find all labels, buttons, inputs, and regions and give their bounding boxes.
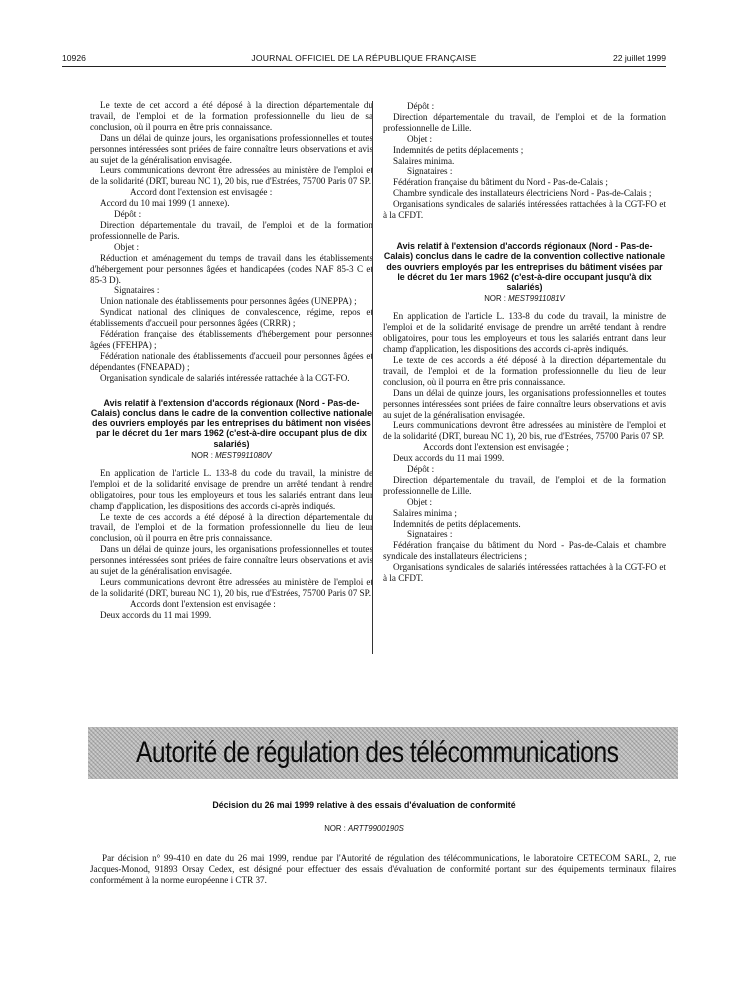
- list-item: Union nationale des établissements pour personnes âgées (UNEPPA) ;: [100, 296, 357, 307]
- section-banner: [88, 727, 678, 779]
- paragraph: Le texte de ces accords a été déposé à la direction départementale du travail, de l'emploi et de la formation professionnelle du lieu de leur conclusion, où il pourra en être pris connaissance.: [383, 354, 666, 387]
- nor-line: [90, 451, 373, 462]
- paragraph: Direction départementale du travail, de l'emploi et de la formation professionnelle de Paris.: [90, 219, 373, 241]
- paragraph: Dans un délai de quinze jours, les organisations professionnelles et toutes personnes intéressées sont priées de faire connaître leurs observations et avis au sujet de la généralisation envisagée.: [90, 132, 373, 165]
- list-item: Organisation syndicale de salariés intéressée rattachée à la CGT-FO.: [100, 372, 350, 383]
- paragraph: Le texte de ces accords a été déposé à la direction départementale du travail, de l'emploi et de la formation professionnelle du lieu de leur conclusion, où il pourra en être pris connaissance.: [90, 511, 373, 544]
- list-item: Indemnités de petits déplacements.: [393, 518, 521, 529]
- nor-line: [383, 294, 666, 305]
- paragraph: Le texte de cet accord a été déposé à la direction départementale du travail, de l'emploi et de la formation professionnelle du lieu de sa conclusion, où il pourra en être pris connaissance.: [90, 100, 373, 132]
- list-item: Syndicat national des cliniques de convalescence, régime, repos et établissements d'accueil pour personnes âgées (CRRR) ;: [90, 307, 373, 329]
- paragraph: Leurs communications devront être adressées au ministère de l'emploi et de la solidarité (DRT, bureau NC 1), 20 bis, rue d'Estrées, 75700 Paris 07 SP.: [383, 420, 666, 442]
- page-header: [62, 50, 666, 66]
- issue-date: 22 juillet 1999: [612, 53, 666, 63]
- right-column: [383, 101, 666, 584]
- left-column: [90, 100, 373, 621]
- avis-title: Avis relatif à l'extension d'accords régionaux (Nord - Pas-de-Calais) conclus dans le cadre de la convention collective nationale des ouvriers employés par les entreprises du bâtiment non visées par le décret du 1er mars 1962 (c'est-à-dire occupant plus de dix salariés): [90, 397, 373, 449]
- page-number: 10926: [62, 53, 86, 63]
- paragraph: Leurs communications devront être adressées au ministère de l'emploi et de la solidarité (DRT, bureau NC 1), 20 bis, rue d'Estrées, 75700 Paris 07 SP.: [90, 577, 373, 598]
- column-divider: [372, 101, 373, 654]
- section-label: Accords dont l'extension est envisagée :: [130, 598, 276, 609]
- section-label: Signataires :: [407, 166, 453, 177]
- section-label: Dépôt :: [114, 209, 142, 220]
- paragraph: En application de l'article L. 133-8 du code du travail, la ministre de l'emploi et de la solidarité envisage de prendre un arrêté tendant à rendre obligatoires, pour tous les employeurs et tous les salariés entrant dans leur champ d'application, les dispositions des accords ci-après indiqués.: [383, 311, 666, 355]
- header-rule: [62, 66, 666, 67]
- section-label: Accords dont l'extension est envisagée ;: [423, 442, 569, 453]
- list-item: Salaires minima ;: [393, 507, 457, 518]
- list-item: Salaires minima.: [393, 155, 455, 166]
- paragraph: En application de l'article L. 133-8 du code du travail, la ministre de l'emploi et de la solidarité envisage de prendre un arrêté tendant à rendre obligatoires, pour tous les employeurs et tous les salariés entrant dans leur champ d'application, les dispositions des accords ci-après indiqués.: [90, 467, 373, 511]
- section-label: Objet :: [114, 241, 140, 252]
- paragraph: Leurs communications devront être adressées au ministère de l'emploi et de la solidarité (DRT, bureau NC 1), 20 bis, rue d'Estrées, 75700 Paris 07 SP.: [90, 165, 373, 187]
- section-label: Dépôt :: [407, 464, 435, 475]
- list-item: Fédération française du bâtiment du Nord - Pas-de-Calais et chambre syndicale des installateurs électriciens ;: [383, 540, 666, 562]
- paragraph: Direction départementale du travail, de l'emploi et de la formation professionnelle de Lille.: [383, 111, 666, 133]
- nor-label: NOR :: [191, 451, 213, 461]
- section-banner-title: Autorité de régulation des télécommunications: [136, 736, 619, 769]
- list-item: Fédération française des établissements d'hébergement pour personnes âgées (FFEHPA) ;: [90, 329, 373, 350]
- list-item: Fédération française du bâtiment du Nord - Pas-de-Calais ;: [393, 177, 608, 188]
- nor-label: NOR :: [484, 294, 506, 304]
- paragraph: Deux accords du 11 mai 1999.: [100, 609, 212, 620]
- paragraph: Dans un délai de quinze jours, les organisations professionnelles et toutes personnes intéressées sont priées de faire connaître leurs observations et avis au sujet de la généralisation envisagée.: [383, 387, 666, 420]
- paragraph: Direction départementale du travail, de l'emploi et de la formation professionnelle de Lille.: [383, 474, 666, 496]
- decision-body: Par décision n° 99-410 en date du 26 mai 1999, rendue par l'Autorité de régulation des télécommunications, le laboratoire CETECOM SARL, 2, rue Jacques-Monod, 91893 Orsay Cedex, est désigné pour effectuer des essais d'évaluation de conformité portant sur des équipements terminaux filaires conformément à la norme européenne i CTR 37.: [90, 853, 676, 885]
- paragraph: Dans un délai de quinze jours, les organisations professionnelles et toutes personnes intéressées sont priées de faire connaître leurs observations et avis au sujet de la généralisation envisagée.: [90, 544, 373, 577]
- section-label: Objet :: [407, 133, 433, 144]
- section-label: Objet :: [407, 496, 433, 507]
- nor-line: [62, 824, 666, 833]
- list-item: Indemnités de petits déplacements ;: [393, 144, 524, 155]
- nor-label: NOR :: [324, 824, 346, 833]
- paragraph: Deux accords du 11 mai 1999.: [393, 453, 505, 464]
- section-label: Dépôt :: [407, 101, 435, 111]
- paragraph: Réduction et aménagement du temps de travail dans les établissements d'hébergement pour personnes âgées et handicapées (codes NAF 85-3 C et 85-3 D).: [90, 252, 373, 285]
- nor-code: ARTT9900190S: [348, 824, 404, 833]
- list-item: Organisations syndicales de salariés intéressées rattachées à la CGT-FO et à la CFDT.: [383, 199, 666, 221]
- nor-code: MEST9911080V: [215, 451, 272, 461]
- journal-title: JOURNAL OFFICIEL DE LA RÉPUBLIQUE FRANÇAISE: [251, 53, 477, 63]
- list-item: Fédération nationale des établissements d'accueil pour personnes âgées et dépendantes (FNEAPAD) ;: [90, 350, 373, 372]
- section-label: Signataires :: [114, 285, 160, 296]
- nor-code: MEST9911081V: [508, 294, 565, 304]
- paragraph: Accord du 10 mai 1999 (1 annexe).: [100, 198, 230, 209]
- avis-title: Avis relatif à l'extension d'accords régionaux (Nord - Pas-de-Calais) conclus dans le cadre de la convention collective nationale des ouvriers employés par les entreprises du bâtiment visées par le décret du 1er mars 1962 (c'est-à-dire occupant jusqu'à dix salariés): [383, 240, 666, 293]
- section-label: Signataires :: [407, 529, 453, 540]
- list-item: Organisations syndicales de salariés intéressées rattachées à la CGT-FO et à la CFDT.: [383, 562, 666, 584]
- section-label: Accord dont l'extension est envisagée :: [130, 187, 273, 198]
- list-item: Chambre syndicale des installateurs électriciens Nord - Pas-de-Calais ;: [393, 188, 652, 199]
- decision-title: Décision du 26 mai 1999 relative à des essais d'évaluation de conformité: [212, 800, 516, 810]
